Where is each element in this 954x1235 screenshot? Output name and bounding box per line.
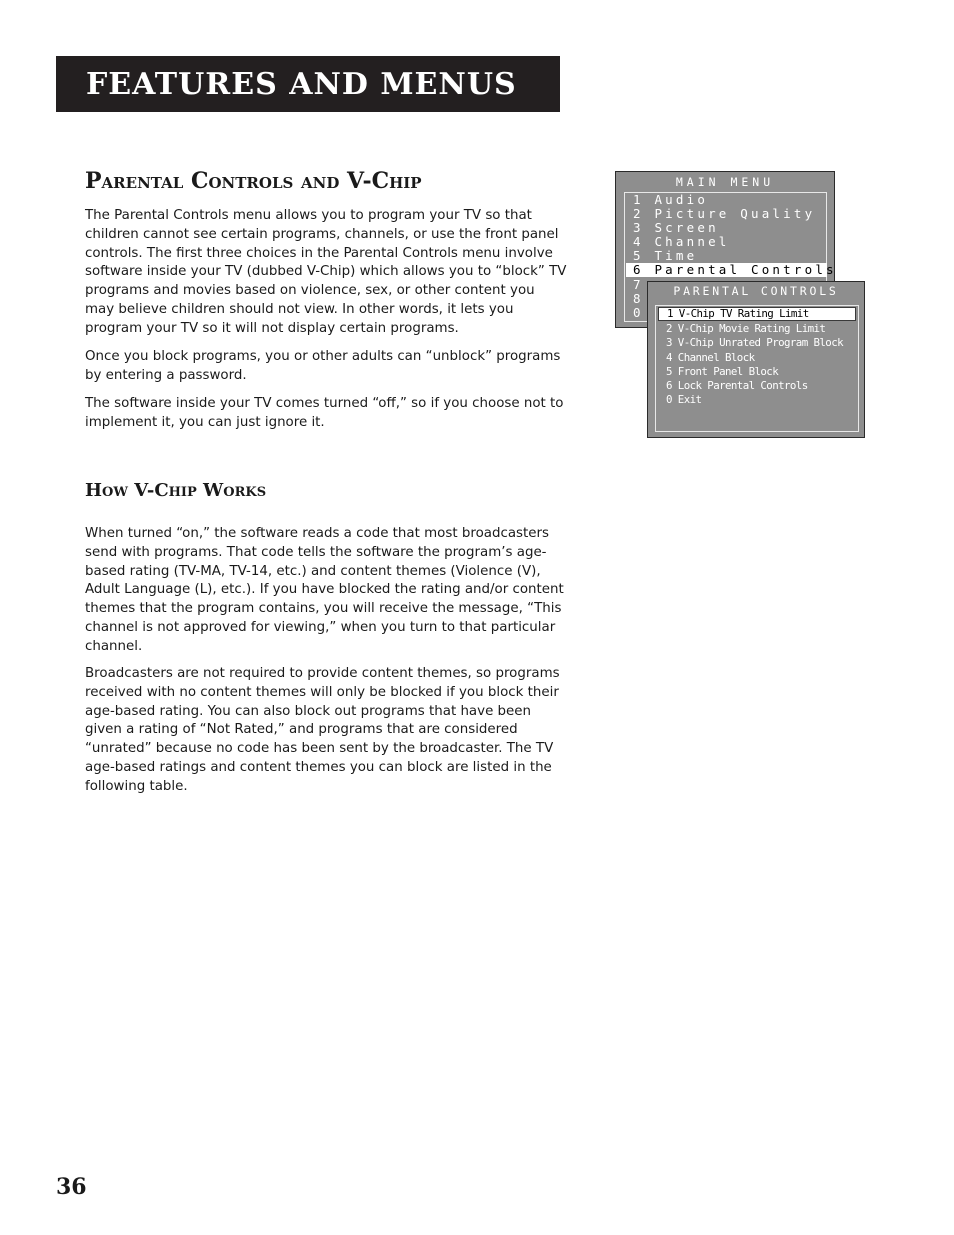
- paragraph: Once you block programs, you or other adults can “unblock” programs by entering a password.: [85, 349, 561, 383]
- parental-controls-menu-screen: [647, 281, 865, 438]
- main-menu-item-parental-controls[interactable]: 6 Parental Controls: [626, 263, 827, 277]
- main-menu-item-channel[interactable]: 4 Channel: [633, 234, 730, 249]
- banner-title: FEATURES AND MENUS: [86, 66, 517, 102]
- main-menu-item-picture-quality[interactable]: 2 Picture Quality: [633, 206, 816, 221]
- pc-menu-item-lock-parental-controls[interactable]: 6 Lock Parental Controls: [666, 379, 808, 392]
- pc-menu-item-movie-rating-limit[interactable]: 2 V-Chip Movie Rating Limit: [666, 322, 826, 335]
- paragraph: The Parental Controls menu allows you to program your TV so that children cannot see certain programs, channels, or use the front panel controls. The first three choices in the Parental Controls menu involve software inside your TV (dubbed V-Chip) which allows you to “block” TV programs and movies based on violence, sex, or other content you may believe children should not view. In other words, it lets you program your TV so it will not display certain programs.: [85, 208, 567, 336]
- parental-controls-menu-title: PARENTAL CONTROLS: [673, 284, 839, 298]
- section-heading-how-vchip-works: How V-Chip Works: [85, 480, 267, 501]
- page-number: 36: [56, 1174, 87, 1200]
- main-menu-item-0[interactable]: 0: [633, 305, 644, 320]
- pc-menu-item-unrated-program-block[interactable]: 3 V-Chip Unrated Program Block: [666, 336, 844, 349]
- main-menu-item-audio[interactable]: 1 Audio: [633, 192, 709, 207]
- page-banner: [56, 56, 560, 112]
- pc-menu-item-tv-rating-limit[interactable]: 1 V-Chip TV Rating Limit: [658, 307, 856, 321]
- pc-menu-item-channel-block[interactable]: 4 Channel Block: [666, 351, 755, 364]
- pc-menu-item-front-panel-block[interactable]: 5 Front Panel Block: [666, 365, 779, 378]
- parental-controls-menu-list: [655, 305, 859, 432]
- paragraph: When turned “on,” the software reads a code that most broadcasters send with programs. That code tells the software the program’s age-based rating (TV-MA, TV-14, etc.) and content themes (Violence (V), Adult Language (L), etc.). If you have blocked the rating and/or content themes that the program contains, you will receive the message, “This channel is not approved for viewing,” when you turn to that particular channel.: [85, 526, 564, 654]
- main-menu-item-screen[interactable]: 3 Screen: [633, 220, 719, 235]
- paragraph: The software inside your TV comes turned “off,” so if you choose not to implement it, you can just ignore it.: [85, 396, 564, 430]
- paragraph: Broadcasters are not required to provide content themes, so programs received with no content themes will only be blocked if you block their age-based rating. You can also block out programs that have been given a rating of “Not Rated,” and programs that are considered “unrated” because no code has been sent by the broadcaster. The TV age-based ratings and content themes you can block are listed in the following table.: [85, 666, 560, 794]
- main-menu-item-time[interactable]: 5 Time: [633, 248, 698, 263]
- main-menu-item-8[interactable]: 8: [633, 291, 644, 306]
- section-heading-parental-controls: Parental Controls and V-Chip: [85, 168, 422, 194]
- main-menu-title: MAIN MENU: [675, 175, 775, 189]
- main-menu-item-7[interactable]: 7: [633, 277, 644, 292]
- pc-menu-item-exit[interactable]: 0 Exit: [666, 393, 702, 406]
